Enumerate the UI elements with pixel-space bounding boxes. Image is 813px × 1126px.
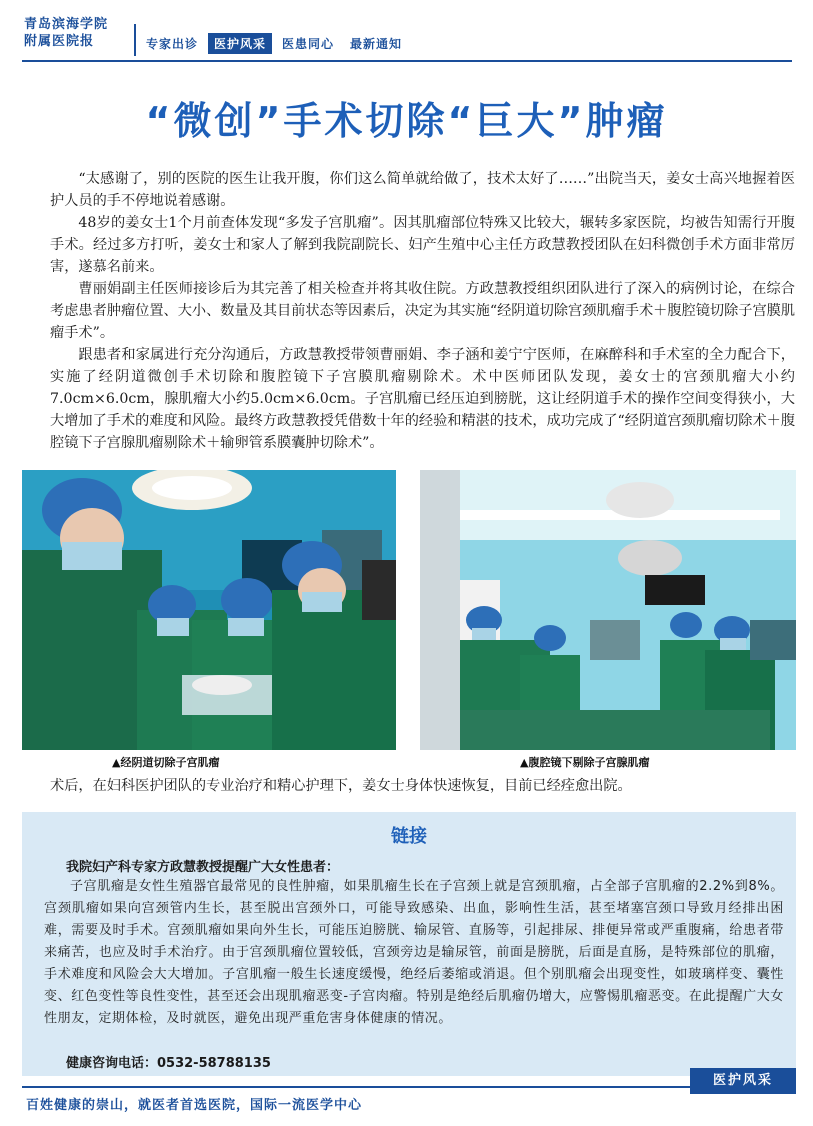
- footer-slogan: 百姓健康的崇山，就医者首选医院，国际一流医学中心: [26, 1098, 363, 1113]
- footer-section-tag: 医护风采: [690, 1068, 796, 1094]
- surgery-photo-right: [420, 470, 796, 750]
- nav-item-medical-style[interactable]: 医护风采: [208, 33, 272, 54]
- surgery-photo-left: [22, 470, 396, 750]
- footer-rule: [22, 1086, 796, 1088]
- after-text: 术后，在妇科医护团队的专业治疗和精心护理下，姜女士身体快速恢复，目前已经痊愈出院。: [50, 778, 632, 794]
- masthead-divider: [134, 24, 136, 56]
- header-rule: [22, 60, 792, 62]
- caption-right: ▲腹腔镜下剔除子宫腺肌瘤: [520, 756, 650, 769]
- article-body: [50, 168, 795, 454]
- caption-left: ▲经阴道切除子宫肌瘤: [112, 756, 220, 769]
- header: [0, 0, 813, 62]
- article-paragraph: “太感谢了，别的医院的医生让我开腹，你们这么简单就给做了，技术太好了……”出院当天，姜女士高兴地握着医护人员的手不停地说着感谢。: [50, 171, 795, 209]
- article-paragraph: 跟患者和家属进行充分沟通后，方政慧教授带领曹丽娟、李子涵和姜宁宁医师，在麻醉科和手术室的全力配合下，实施了经阴道微创手术切除和腹腔镜下子宫膜肌瘤剔除术。术中医师团队发现，姜女士的宫颈肌瘤大小约7.0cm×6.0cm，腺肌瘤大小约5.0cm×6.0cm。子宫肌瘤已经压迫到膀胱，这让经阴道手术的操作空间变得狭小，大大增加了手术的难度和风险。最终方政慧教授凭借数十年的经验和精湛的技术，成功完成了“经阴道宫颈肌瘤切除术＋腹腔镜下子宫腺肌瘤剔除术＋输卵管系膜囊肿切除术”。: [50, 347, 796, 451]
- section-nav: [140, 32, 412, 54]
- link-box-lead: 我院妇产科专家方政慧教授提醒广大女性患者：: [66, 860, 340, 875]
- link-box: [22, 812, 796, 1076]
- link-box-body: 子宫肌瘤是女性生殖器官最常见的良性肿瘤，如果肌瘤生长在子宫颈上就是宫颈肌瘤，占全部子宫肌瘤的2.2%到8%。宫颈肌瘤如果向宫颈管内生长，甚至脱出宫颈外口，可能导致感染、出血，影响性生活，甚至堵塞宫颈口导致月经排出困难，需要及时手术。宫颈肌瘤如果向外生长，可能压迫膀胱、输尿管、直肠等，引起排尿、排便异常或严重腹痛，给患者带来痛苦，也应及时手术治疗。由于宫颈肌瘤位置较低，宫颈旁边是输尿管，前面是膀胱，后面是直肠，是特殊部位的肌瘤，手术难度和风险会大大增加。子宫肌瘤一般生长速度缓慢，绝经后萎缩或消退。但个别肌瘤会出现变性，如玻璃样变、囊性变、红色变性等良性变性，甚至还会出现肌瘤恶变-子宫肉瘤。特别是绝经后肌瘤仍增大，应警惕肌瘤恶变。在此提醒广大女性朋友，定期体检，及时就医，避免出现严重危害身体健康的情况。: [44, 879, 784, 1026]
- consultation-phone: 健康咨询电话：0532-58788135: [66, 1056, 271, 1071]
- article-paragraph: 曹丽娟副主任医师接诊后为其完善了相关检查并将其收住院。方政慧教授组织团队进行了深入的病例讨论，在综合考虑患者肿瘤位置、大小、数量及其目前状态等因素后，决定为其实施“经阴道切除宫颈肌瘤手术＋腹腔镜切除子宫膜肌瘤手术”。: [50, 281, 796, 341]
- link-box-title: 链接: [391, 826, 427, 847]
- masthead: [24, 16, 134, 50]
- masthead-line2: 附属医院报: [24, 34, 95, 49]
- masthead-line1: 青岛滨海学院: [24, 17, 109, 32]
- nav-item-doctor-patient[interactable]: 医患同心: [282, 36, 335, 51]
- nav-item-experts[interactable]: 专家出诊: [146, 36, 199, 51]
- nav-item-notices[interactable]: 最新通知: [350, 36, 403, 51]
- article-title: “微创”手术切除“巨大”肿瘤: [145, 99, 668, 143]
- article-paragraph: 48岁的姜女士1个月前查体发现“多发子宫肌瘤”。因其肌瘤部位特殊又比较大，辗转多家医院，均被告知需行开腹手术。经过多方打听，姜女士和家人了解到我院副院长、妇产生殖中心主任方政慧教授团队在妇科微创手术方面非常厉害，遂慕名前来。: [50, 215, 795, 275]
